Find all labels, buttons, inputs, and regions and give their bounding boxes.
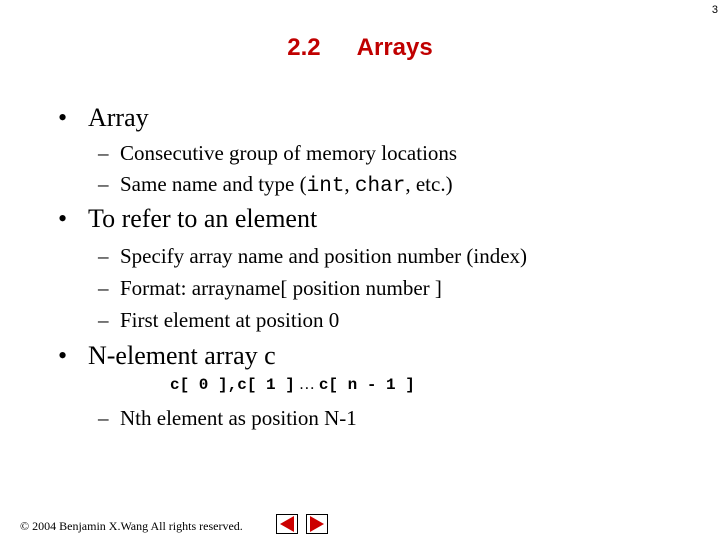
bullet-dot: • bbox=[58, 103, 68, 132]
sub-item bbox=[98, 406, 357, 431]
prev-arrow-icon[interactable] bbox=[276, 514, 298, 534]
bullet-dot: • bbox=[58, 341, 68, 370]
sub-item bbox=[98, 172, 453, 198]
sub-item bbox=[98, 308, 339, 333]
code-last: c[ n - 1 ] bbox=[318, 376, 415, 394]
code-ellipsis: … bbox=[294, 376, 319, 393]
code-int: int bbox=[306, 175, 345, 198]
sub-dash: – bbox=[98, 276, 109, 300]
sub-dash: – bbox=[98, 172, 109, 196]
sub-item bbox=[98, 276, 442, 301]
sub-text: Nth element as position N-1 bbox=[120, 406, 357, 430]
code-second: c[ 1 ] bbox=[237, 376, 295, 394]
sub-dash: – bbox=[98, 141, 109, 165]
sub-dash: – bbox=[98, 406, 109, 430]
slide-title bbox=[0, 34, 720, 62]
bullet-n-element bbox=[58, 341, 276, 371]
bullet-text: N-element array c bbox=[88, 341, 276, 370]
bullet-text: To refer to an element bbox=[88, 204, 318, 233]
bullet-refer bbox=[58, 204, 317, 234]
sub-text-part: , etc.) bbox=[405, 172, 453, 196]
bullet-array bbox=[58, 103, 149, 133]
bullet-text: Array bbox=[88, 103, 149, 132]
sub-dash: – bbox=[98, 244, 109, 268]
code-char: char bbox=[354, 175, 406, 198]
code-first: c[ 0 ], bbox=[170, 376, 238, 394]
sub-text: First element at position 0 bbox=[120, 308, 340, 332]
sub-dash: – bbox=[98, 308, 109, 332]
sub-item bbox=[98, 244, 527, 269]
section-number: 2.2 bbox=[287, 34, 321, 61]
title-text: Arrays bbox=[356, 34, 433, 61]
sub-text-part: , bbox=[344, 172, 355, 196]
sub-text: Consecutive group of memory locations bbox=[120, 141, 458, 165]
sub-text: Specify array name and position number (index) bbox=[120, 244, 528, 268]
copyright-footer: © 2004 Benjamin X.Wang All rights reserved. bbox=[20, 519, 243, 533]
bullet-dot: • bbox=[58, 204, 68, 233]
code-example bbox=[170, 376, 415, 394]
page-number: 3 bbox=[711, 4, 718, 16]
sub-text: Format: arrayname[ position number ] bbox=[120, 276, 442, 300]
sub-text-part: Same name and type ( bbox=[120, 172, 307, 196]
next-arrow-icon[interactable] bbox=[306, 514, 328, 534]
sub-item bbox=[98, 141, 457, 166]
